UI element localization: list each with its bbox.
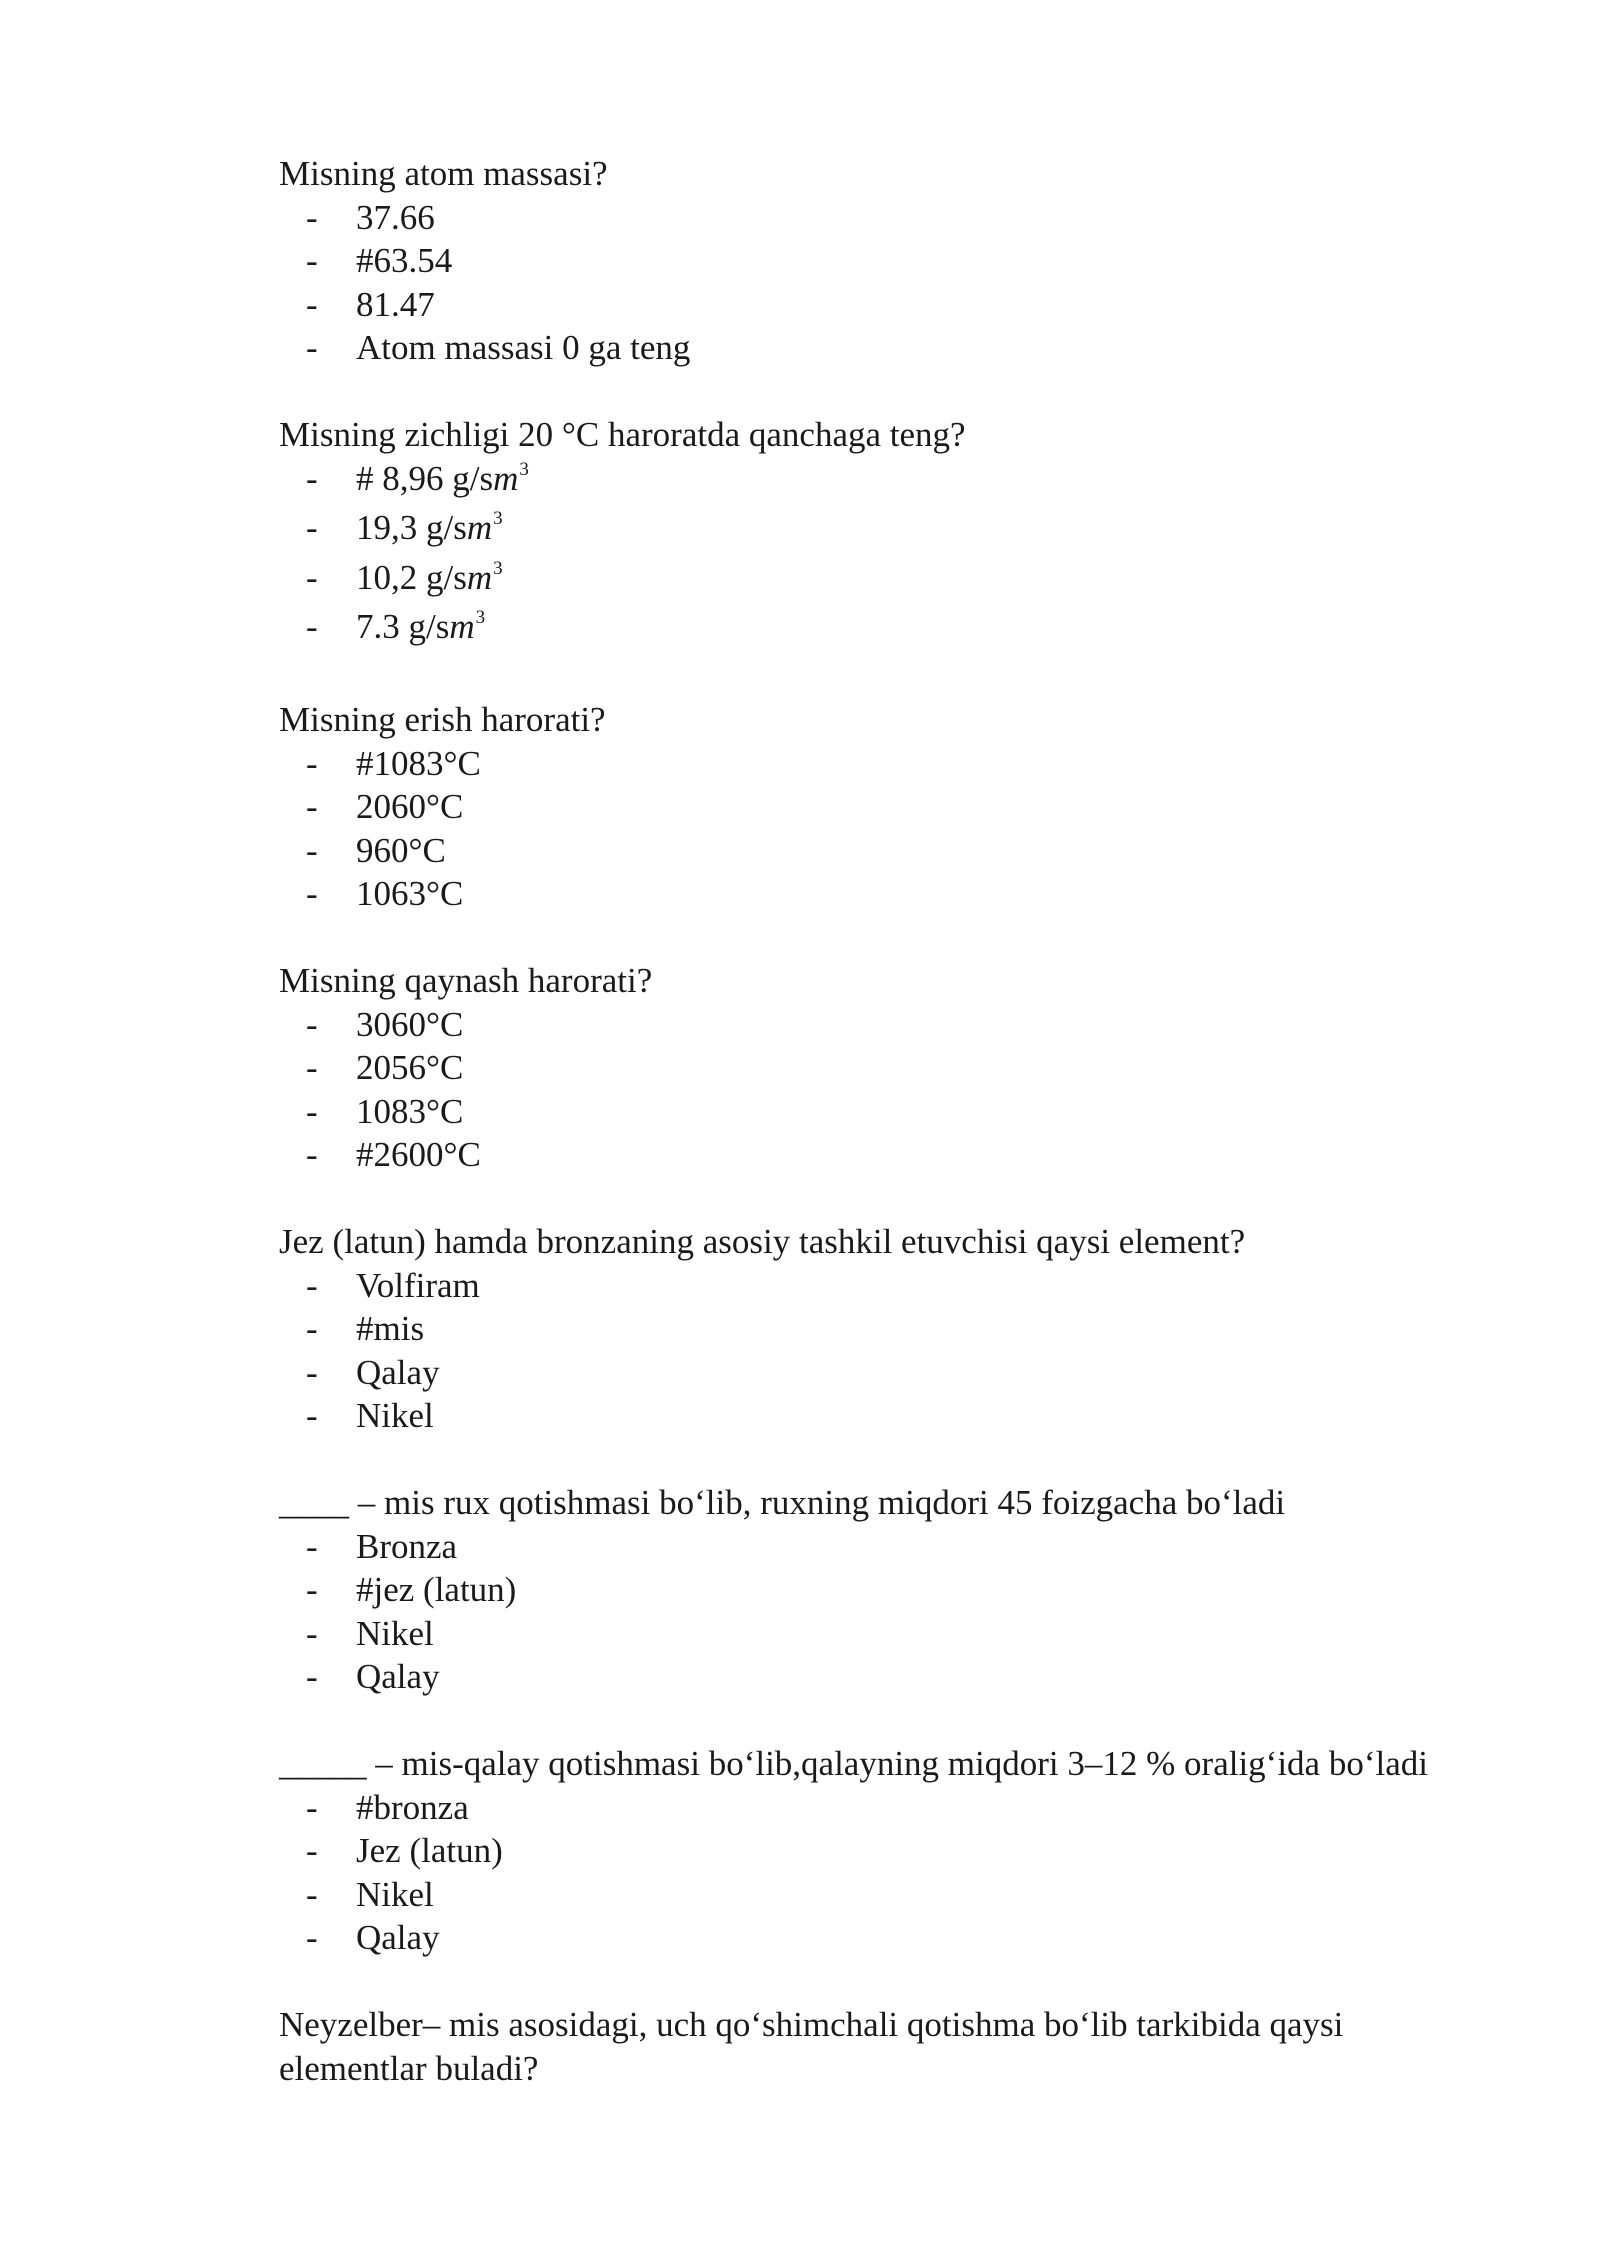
answer-text: Atom massasi 0 ga teng bbox=[356, 328, 691, 367]
list-dash: - bbox=[306, 1004, 318, 1044]
list-dash: - bbox=[306, 1613, 318, 1653]
list-dash: - bbox=[306, 1091, 318, 1131]
list-dash: - bbox=[306, 1874, 318, 1914]
answer-text: # 8,96 g/s bbox=[356, 458, 494, 498]
list-dash: - bbox=[306, 1918, 318, 1957]
answer-text: Bronza bbox=[356, 1526, 458, 1566]
answer-text: 2056°C bbox=[356, 1048, 464, 1087]
unit-superscript: 3 bbox=[475, 607, 486, 628]
list-dash: - bbox=[306, 1265, 318, 1305]
question-block bbox=[279, 1742, 1429, 1960]
answer-text: Nikel bbox=[356, 1874, 434, 1914]
answer-option bbox=[279, 1351, 1429, 1395]
list-dash: - bbox=[306, 197, 318, 237]
answer-text: 7.3 g/s bbox=[356, 607, 450, 646]
answer-text: Nikel bbox=[356, 1613, 434, 1653]
question-block bbox=[279, 152, 1429, 370]
unit-m: m bbox=[493, 458, 519, 498]
answer-option bbox=[279, 1655, 1429, 1699]
answer-text: Qalay bbox=[356, 1657, 440, 1696]
list-dash: - bbox=[306, 1831, 318, 1870]
unit-superscript: 3 bbox=[493, 508, 503, 529]
answer-option bbox=[279, 1003, 1429, 1047]
question-text: Misning zichligi 20 °C haroratda qanchaga teng? bbox=[279, 415, 966, 454]
question-block bbox=[279, 1481, 1429, 1699]
answer-option bbox=[279, 1612, 1429, 1656]
question-text: Neyzelber– mis asosidagi, uch qo‘shimchali qotishma bo‘lib tarkibida qaysi elementlar buladi? bbox=[279, 2005, 1344, 2088]
answer-text: 37.66 bbox=[356, 197, 435, 237]
document-page bbox=[279, 152, 1429, 2134]
list-dash: - bbox=[306, 874, 318, 913]
list-dash: - bbox=[306, 1309, 318, 1348]
answer-option bbox=[279, 457, 1429, 507]
question-block bbox=[279, 959, 1429, 1177]
list-dash: - bbox=[306, 1787, 318, 1827]
answer-text: #jez (latun) bbox=[356, 1570, 517, 1609]
answer-option bbox=[279, 742, 1429, 786]
list-dash: - bbox=[306, 1048, 318, 1087]
list-dash: - bbox=[306, 1526, 318, 1566]
unit-m: m bbox=[466, 508, 493, 547]
unit-m: m bbox=[466, 557, 493, 597]
answer-text: #2600°C bbox=[356, 1135, 481, 1174]
list-dash: - bbox=[306, 1570, 318, 1609]
unit-superscript: 3 bbox=[493, 557, 503, 579]
answer-text: Qalay bbox=[356, 1352, 440, 1392]
answer-option bbox=[279, 239, 1429, 283]
list-dash: - bbox=[306, 241, 318, 280]
answer-option bbox=[279, 196, 1429, 240]
answer-option bbox=[279, 506, 1429, 556]
answer-option bbox=[279, 785, 1429, 829]
answer-text: 19,3 g/s bbox=[356, 508, 467, 547]
answer-option bbox=[279, 1133, 1429, 1177]
question-block bbox=[279, 698, 1429, 916]
answer-list bbox=[279, 1525, 1429, 1699]
list-dash: - bbox=[306, 787, 318, 826]
question-text: Misning qaynash harorati? bbox=[279, 961, 653, 1000]
answer-option bbox=[279, 1307, 1429, 1351]
answer-option bbox=[279, 1090, 1429, 1134]
question-text: Misning erish harorati? bbox=[279, 700, 606, 739]
question-text: _____ – mis-qalay qotishmasi bo‘lib,qalayning miqdori 3–12 % oralig‘ida bo‘ladi bbox=[279, 1744, 1428, 1783]
answer-text: Jez (latun) bbox=[356, 1831, 503, 1870]
answer-list bbox=[279, 196, 1429, 370]
question-text: Misning atom massasi? bbox=[279, 154, 608, 193]
list-dash: - bbox=[306, 1352, 318, 1392]
answer-text: #bronza bbox=[356, 1787, 469, 1827]
list-dash: - bbox=[306, 284, 318, 324]
answer-text: #mis bbox=[356, 1309, 425, 1348]
answer-text: Nikel bbox=[356, 1396, 434, 1435]
answer-text: 960°C bbox=[356, 830, 446, 870]
list-dash: - bbox=[306, 830, 318, 870]
list-dash: - bbox=[306, 328, 318, 367]
answer-option bbox=[279, 1264, 1429, 1308]
list-dash: - bbox=[306, 1657, 318, 1696]
answer-option bbox=[279, 283, 1429, 327]
answer-text: 2060°C bbox=[356, 787, 464, 826]
list-dash: - bbox=[306, 458, 318, 498]
question-text: ____ – mis rux qotishmasi bo‘lib, ruxning miqdori 45 foizgacha bo‘ladi bbox=[279, 1483, 1286, 1522]
answer-text: 1063°C bbox=[356, 874, 464, 913]
question-block bbox=[279, 2003, 1429, 2090]
answer-list bbox=[279, 1786, 1429, 1960]
question-block bbox=[279, 413, 1429, 655]
unit-superscript: 3 bbox=[519, 458, 529, 480]
answer-option bbox=[279, 1046, 1429, 1090]
answer-list bbox=[279, 457, 1429, 655]
answer-list bbox=[279, 1264, 1429, 1438]
answer-option bbox=[279, 1829, 1429, 1873]
answer-text: 3060°C bbox=[356, 1004, 464, 1044]
list-dash: - bbox=[306, 607, 318, 646]
answer-option bbox=[279, 1394, 1429, 1438]
answer-option bbox=[279, 1873, 1429, 1917]
answer-text: #1083°C bbox=[356, 743, 481, 783]
answer-text: 10,2 g/s bbox=[356, 557, 467, 597]
answer-option bbox=[279, 1568, 1429, 1612]
answer-text: 81.47 bbox=[356, 284, 435, 324]
list-dash: - bbox=[306, 743, 318, 783]
list-dash: - bbox=[306, 1396, 318, 1435]
question-block bbox=[279, 1220, 1429, 1438]
answer-option bbox=[279, 872, 1429, 916]
answer-text: Qalay bbox=[356, 1918, 440, 1957]
answer-list bbox=[279, 1003, 1429, 1177]
answer-option bbox=[279, 829, 1429, 873]
answer-option bbox=[279, 1916, 1429, 1960]
answer-list bbox=[279, 742, 1429, 916]
answer-option bbox=[279, 326, 1429, 370]
answer-text: #63.54 bbox=[356, 241, 453, 280]
answer-option bbox=[279, 556, 1429, 606]
answer-option bbox=[279, 605, 1429, 655]
answer-option bbox=[279, 1525, 1429, 1569]
list-dash: - bbox=[306, 1135, 318, 1174]
question-text: Jez (latun) hamda bronzaning asosiy tashkil etuvchisi qaysi element? bbox=[279, 1222, 1246, 1261]
list-dash: - bbox=[306, 508, 318, 547]
unit-m: m bbox=[449, 607, 475, 646]
answer-text: 1083°C bbox=[356, 1091, 464, 1131]
answer-option bbox=[279, 1786, 1429, 1830]
answer-text: Volfiram bbox=[356, 1265, 480, 1305]
list-dash: - bbox=[306, 557, 318, 597]
